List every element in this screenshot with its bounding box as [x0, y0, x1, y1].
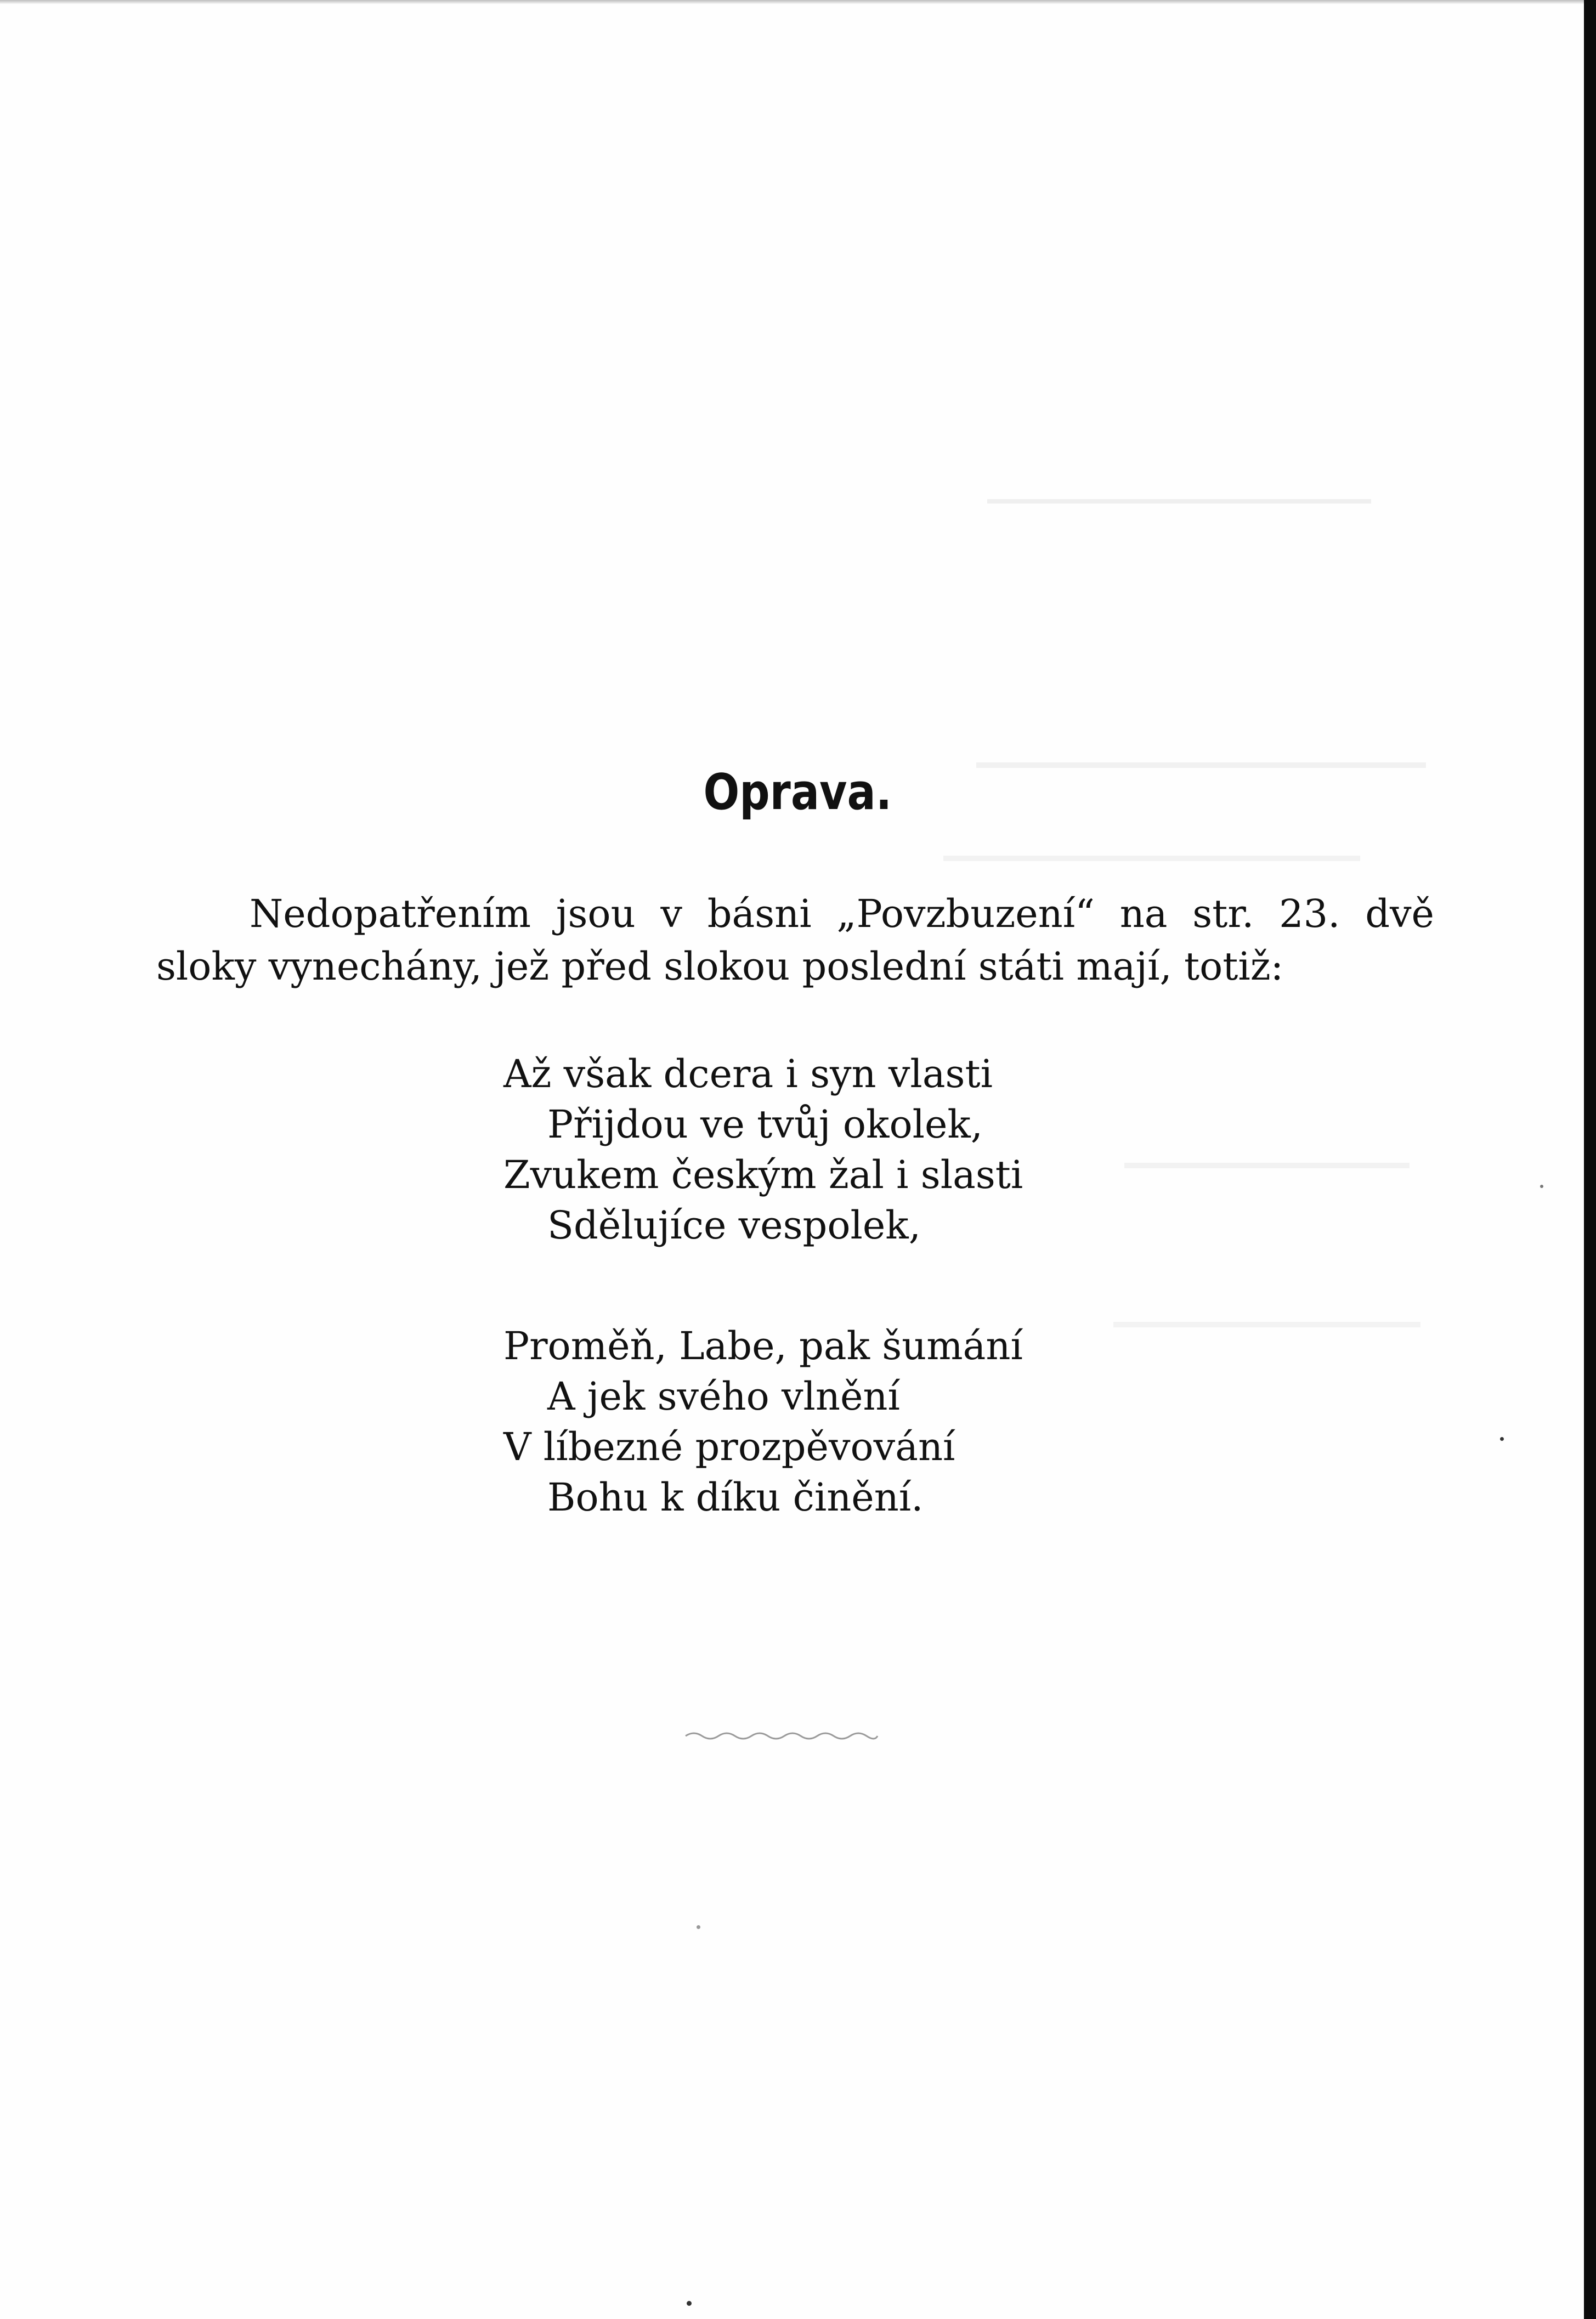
- closing-ornament: [683, 1728, 880, 1744]
- verse-line: Sdělujíce vespolek,: [547, 1203, 921, 1248]
- verse-line: Zvukem českým žal i slasti: [503, 1152, 1023, 1197]
- bleed-through-mark: [943, 856, 1360, 861]
- word: na: [1119, 891, 1168, 936]
- paragraph-line-1: [156, 887, 1434, 940]
- bleed-through-mark: [1113, 1322, 1420, 1327]
- dust-speck: [1500, 1437, 1504, 1441]
- page-top-edge: [0, 0, 1596, 4]
- word: jsou: [556, 891, 636, 936]
- word: v: [660, 891, 682, 936]
- poem-stanza-1: [503, 1049, 1023, 1251]
- verse-line: Přijdou ve tvůj okolek,: [547, 1102, 983, 1147]
- bleed-through-mark: [987, 499, 1371, 504]
- dust-speck: [1540, 1185, 1543, 1188]
- correction-paragraph: [156, 887, 1434, 993]
- verse-line: A jek svého vlnění: [547, 1374, 900, 1419]
- poem-stanza-2: [503, 1321, 1023, 1523]
- word: dvě: [1365, 891, 1434, 936]
- paragraph-line-2: sloky vynechány, jež před slokou poslední státi mají, totiž:: [156, 944, 1284, 989]
- dust-speck: [687, 2301, 692, 2306]
- page-title: Oprava.: [703, 763, 892, 821]
- bleed-through-mark: [1124, 1163, 1410, 1168]
- verse-line: Až však dcera i syn vlasti: [503, 1051, 993, 1096]
- word: Nedopatřením: [250, 891, 531, 936]
- word: str.: [1192, 891, 1254, 936]
- word: „Povzbuzení“: [836, 891, 1095, 936]
- verse-line: Bohu k díku činění.: [547, 1475, 924, 1520]
- word: básni: [707, 891, 812, 936]
- page-right-binding-edge: [1584, 0, 1596, 2319]
- word: 23.: [1279, 891, 1340, 936]
- dust-speck: [697, 1925, 700, 1929]
- verse-line: V líbezné prozpěvování: [503, 1424, 955, 1469]
- verse-line: Proměň, Labe, pak šumání: [503, 1323, 1023, 1368]
